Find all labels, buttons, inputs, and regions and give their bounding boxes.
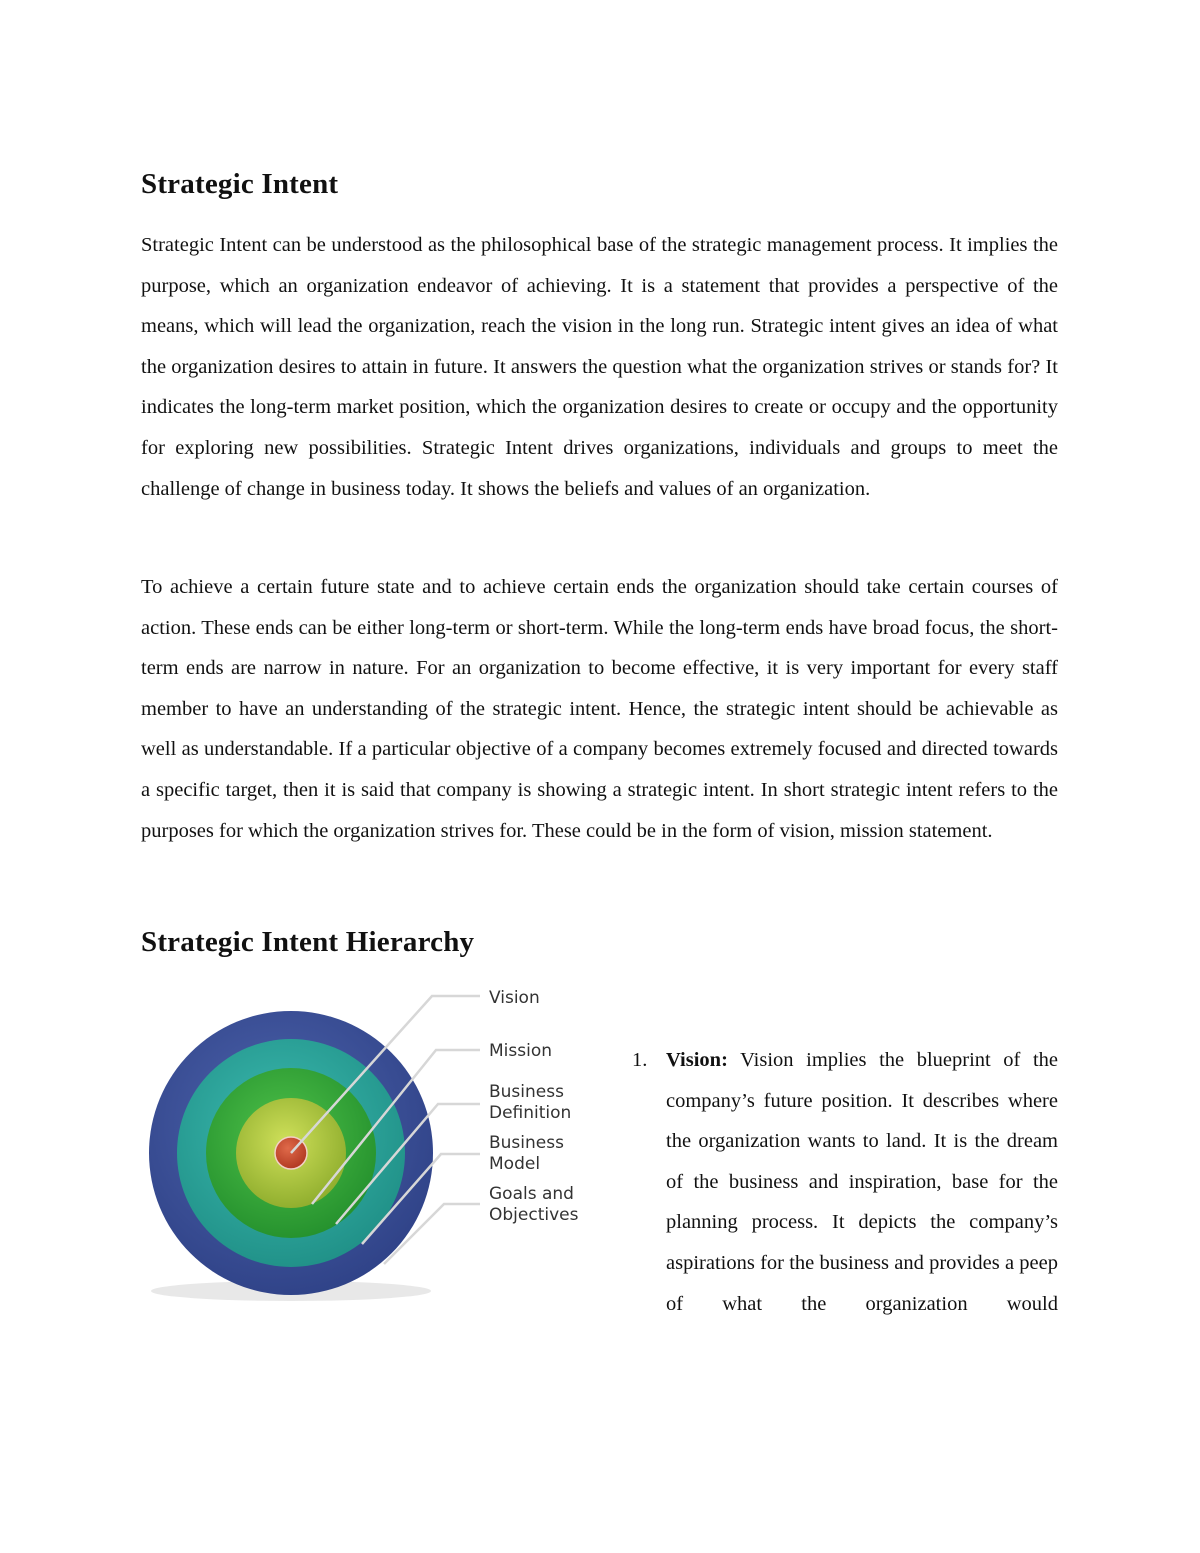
list-item-term: Vision: [666,1049,728,1071]
diagram-label-vision: Vision [489,988,540,1008]
diagram-label-business-model: Business Model [489,1133,564,1174]
strategic-intent-diagram [140,982,600,1314]
diagram-label-goals-objectives: Goals and Objectives [489,1184,579,1225]
list-item-number: 1. [632,1049,648,1071]
list-item-text: Vision implies the blueprint of the company’s future position. It describes where the organization wants to land. It is the dream of the business and inspiration, base for the planning process. It depicts the company’s aspirations for the business and provides a peep of what the organization would [666,1049,1058,1315]
list-item-vision [666,1040,1058,1324]
diagram-label-business-definition: Business Definition [489,1082,572,1123]
intro-paragraph: Strategic Intent can be understood as the philosophical base of the strategic management process. It implies the purpose, which an organization endeavor of achieving. It is a statement that provides a perspective of the means, which will lead the organization, reach the vision in the long run. Strategic intent gives an idea of what the organization desires to attain in future. It answers the question what the organization strives or stands for? It indicates the long-term market position, which the organization desires to create or occupy and the opportunity for exploring new possibilities. Strategic Intent drives organizations, individuals and groups to meet the challenge of change in business today. It shows the beliefs and values of an organization. [141,234,1058,500]
second-paragraph: To achieve a certain future state and to achieve certain ends the organization should take certain courses of action. These ends can be either long-term or short-term. While the long-term ends have broad focus, the short-term ends are narrow in nature. For an organization to become effective, it is very important for every staff member to have an understanding of the strategic intent. Hence, the strategic intent should be achievable as well as understandable. If a particular objective of a company becomes extremely focused and directed towards a specific target, then it is said that company is showing a strategic intent. In short strategic intent refers to the purposes for which the organization strives for. These could be in the form of vision, mission statement. [141,576,1058,842]
diagram-label-mission: Mission [489,1041,553,1061]
section-title: Strategic Intent [141,168,339,200]
hierarchy-title: Strategic Intent Hierarchy [141,926,475,958]
